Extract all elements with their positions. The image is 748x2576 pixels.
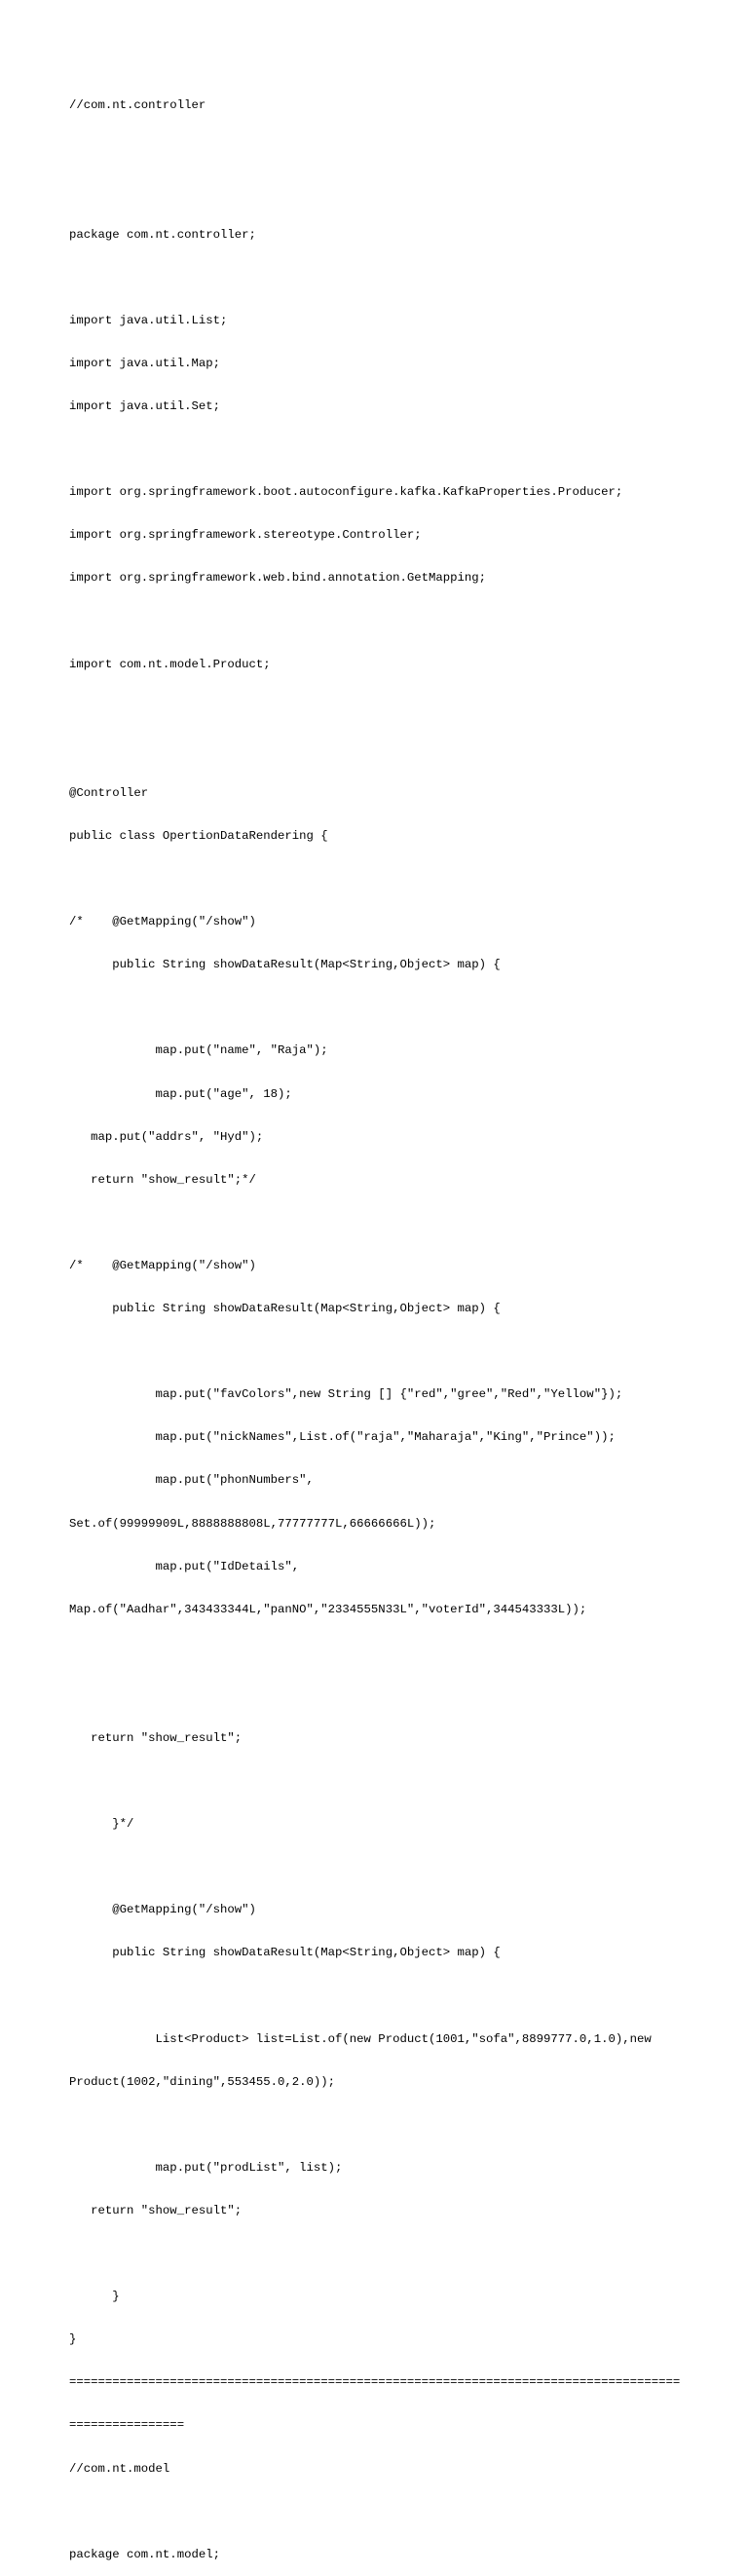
code-line: return "show_result";*/ xyxy=(69,1172,256,1187)
code-line: public class OpertionDataRendering { xyxy=(69,829,328,843)
code-line: map.put("phonNumbers", xyxy=(69,1473,314,1488)
code-line: public String showDataResult(Map<String,Object> map) { xyxy=(69,1302,501,1316)
code-line: import java.util.List; xyxy=(69,313,228,327)
code-line xyxy=(69,2247,741,2261)
code-line: map.put("age", 18); xyxy=(69,1086,292,1101)
code-line: map.put("nickNames",List.of("raja","Maharaja","King","Prince")); xyxy=(69,1430,616,1445)
code-line: import org.springframework.stereotype.Controller; xyxy=(69,528,422,543)
code-document xyxy=(69,70,741,2576)
code-line: List<Product> list=List.of(new Product(1001,"sofa",8899777.0,1.0),new xyxy=(69,2031,652,2046)
code-line: ================ xyxy=(69,2418,185,2433)
code-line: ===================================================================================== xyxy=(69,2375,681,2390)
code-line: Set.of(99999909L,8888888808L,77777777L,66666666L)); xyxy=(69,1516,436,1531)
code-line: import com.nt.model.Product; xyxy=(69,657,271,671)
code-line xyxy=(69,1646,741,1660)
code-line: import java.util.Map; xyxy=(69,356,220,370)
code-line: return "show_result"; xyxy=(69,1730,243,1745)
code-line xyxy=(69,1345,741,1359)
code-line: package com.nt.controller; xyxy=(69,227,256,242)
code-line xyxy=(69,442,741,457)
code-line: //com.nt.model xyxy=(69,2461,170,2476)
code-line: map.put("IdDetails", xyxy=(69,1559,300,1573)
code-line: map.put("favColors",new String [] {"red","gree","Red","Yellow"}); xyxy=(69,1387,623,1402)
code-line: public String showDataResult(Map<String,Object> map) { xyxy=(69,958,501,972)
code-line xyxy=(69,1001,741,1015)
code-line: /* @GetMapping("/show") xyxy=(69,915,256,929)
code-line xyxy=(69,271,741,285)
code-line: map.put("prodList", list); xyxy=(69,2160,343,2175)
code-line xyxy=(69,872,741,887)
code-line: } xyxy=(69,2332,77,2347)
code-line: map.put("name", "Raja"); xyxy=(69,1043,328,1058)
code-line: //com.nt.controller xyxy=(69,98,206,113)
code-line: @Controller xyxy=(69,785,149,800)
code-line: @GetMapping("/show") xyxy=(69,1903,256,1917)
code-line xyxy=(69,743,741,758)
code-line: } xyxy=(69,2290,120,2304)
code-line: Product(1002,"dining",553455.0,2.0)); xyxy=(69,2074,336,2089)
code-line: }*/ xyxy=(69,1817,134,1832)
code-line xyxy=(69,615,741,629)
code-line xyxy=(69,2118,741,2133)
code-line xyxy=(69,185,741,200)
code-line: map.put("addrs", "Hyd"); xyxy=(69,1129,264,1144)
code-line xyxy=(69,1860,741,1875)
code-line xyxy=(69,1216,741,1231)
code-line: return "show_result"; xyxy=(69,2204,243,2217)
code-line: import org.springframework.web.bind.annotation.GetMapping; xyxy=(69,571,487,586)
code-line: package com.nt.model; xyxy=(69,2547,220,2561)
code-line: /* @GetMapping("/show") xyxy=(69,1258,256,1272)
code-line: Map.of("Aadhar",343433344L,"panNO","2334555N33L","voterId",344543333L)); xyxy=(69,1602,587,1616)
code-line: public String showDataResult(Map<String,Object> map) { xyxy=(69,1946,501,1960)
code-line xyxy=(69,701,741,715)
code-line xyxy=(69,1688,741,1703)
code-line: import java.util.Set; xyxy=(69,399,220,414)
code-line xyxy=(69,2505,741,2519)
code-line: import org.springframework.boot.autoconfigure.kafka.KafkaProperties.Producer; xyxy=(69,485,623,500)
code-line xyxy=(69,1774,741,1789)
code-line xyxy=(69,1989,741,2004)
code-line xyxy=(69,142,741,157)
